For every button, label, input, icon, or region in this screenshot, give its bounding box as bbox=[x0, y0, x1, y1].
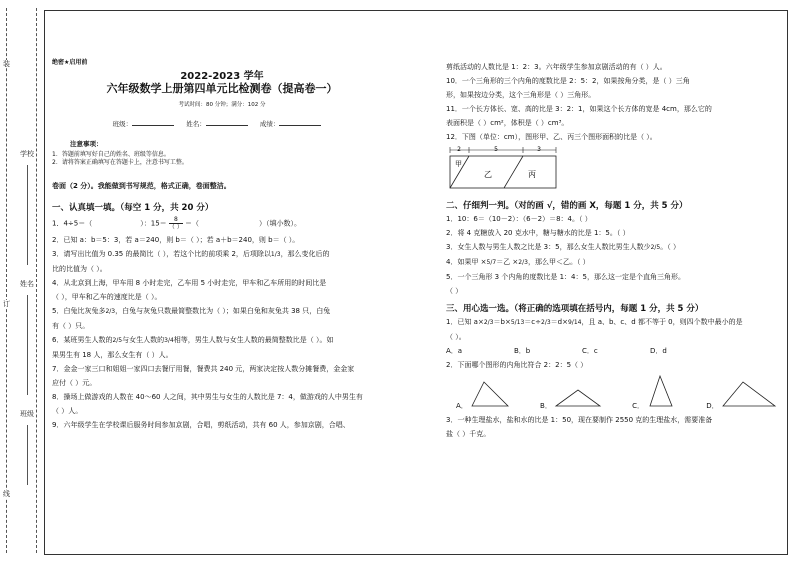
name-field[interactable] bbox=[18, 295, 28, 395]
school-field[interactable] bbox=[18, 165, 28, 265]
student-info bbox=[52, 119, 392, 129]
dim-label-1: 2 bbox=[457, 146, 461, 153]
question-3-cont: 比的比值为（ ）。 bbox=[52, 265, 107, 273]
binding-dashed-line bbox=[6, 8, 7, 553]
option-d[interactable]: D．d bbox=[650, 347, 667, 355]
option-b[interactable]: B．b bbox=[514, 347, 531, 355]
question-4: 4．从北京到上海，甲车用 8 小时走完，乙车用 5 小时走完，甲车和乙车所用的时间比是 bbox=[52, 279, 327, 287]
question-11-cont: 表面积是（ ）cm²，体积是（ ）cm³。 bbox=[446, 119, 569, 127]
option-a[interactable]: A． bbox=[456, 378, 510, 411]
question-10: 10．一个三角形的三个内角的度数比是 2：5：2，如果按角分类，是（ ）三角 bbox=[446, 77, 690, 85]
binding-mark: 装 bbox=[3, 60, 10, 68]
notice-item: 1．答题前填写好自己的姓名、班级等信息。 bbox=[52, 151, 170, 158]
name-field-label: 姓名： bbox=[186, 120, 206, 128]
judge-5-cont: （ ） bbox=[446, 287, 463, 295]
binding-strip bbox=[3, 0, 42, 561]
question-8: 8．操场上做游戏的人数在 40～60 人之间，其中男生与女生的人数比是 7：4，做游戏的人中男生有 bbox=[52, 393, 363, 401]
class-label: 班级 bbox=[20, 410, 34, 418]
neatness-note: 卷面（2 分）。我能做到书写规范，格式正确，卷面整洁。 bbox=[52, 182, 231, 190]
question-3: 3．请写出比值为 0.35 的最简比（ ），若这个比的前项乘 2，后项除以1/3，那么变化后的 bbox=[52, 250, 330, 258]
exam-year: 2022-2023 学年 bbox=[180, 71, 264, 82]
triangle-d-icon bbox=[721, 378, 777, 408]
exam-meta: 考试时间：80 分钟；满分：102 分 bbox=[178, 102, 266, 108]
dim-label-2: 5 bbox=[494, 146, 498, 153]
choice-2-options bbox=[456, 374, 782, 411]
judge-4: 4．如果甲 ×5/7＝乙 ×2/3，那么甲＜乙。（ ） bbox=[446, 258, 590, 266]
judge-3: 3．女生人数与男生人数之比是 3：5，那么女生人数比男生人数少2/5。（ ） bbox=[446, 243, 680, 251]
option-d[interactable]: D． bbox=[706, 378, 777, 411]
section-title: 二、仔细判一判。（对的画 √，错的画 X，每题 1 分，共 5 分） bbox=[446, 201, 688, 211]
class-field[interactable] bbox=[18, 425, 28, 485]
school-label: 学校 bbox=[20, 150, 34, 158]
question-10-cont: 形，如果按边分类，这个三角形是（ ）三角形。 bbox=[446, 91, 596, 99]
triangle-b-icon bbox=[554, 378, 602, 408]
secret-label: 绝密★启用前 bbox=[52, 59, 88, 66]
question-8-cont: （ ）人。 bbox=[52, 407, 83, 415]
option-a[interactable]: A．a bbox=[446, 347, 463, 355]
option-c[interactable]: C． bbox=[632, 374, 676, 411]
region-yi: 乙 bbox=[484, 170, 492, 179]
question-11: 11．一个长方体长、宽、高的比是 3：2：1，如果这个长方体的宽是 4cm，那么它的 bbox=[446, 105, 712, 113]
choice-3: 3．一种生理盐水，盐和水的比是 1：50，现在要制作 2550 克的生理盐水，需要准备 bbox=[446, 416, 713, 424]
choice-3-cont: 盐（ ）千克。 bbox=[446, 430, 491, 438]
question-6: 6．某班男生人数的2/5与女生人数的3/4相等，男生人数与女生人数的最简整数比是（ ）。如 bbox=[52, 336, 334, 344]
judge-2: 2．将 4 克糖放入 20 克水中，糖与糖水的比是 1：5。（ ） bbox=[446, 229, 630, 237]
question-5: 5．白兔比灰兔多2/3，白兔与灰兔只数最简整数比为（ ）；如果白兔和灰兔共 38 只，白兔 bbox=[52, 307, 331, 315]
figure-divider bbox=[504, 156, 523, 188]
fraction: 8 （ ） bbox=[168, 216, 183, 231]
triangle-a-icon bbox=[470, 378, 510, 408]
region-bing: 丙 bbox=[528, 170, 536, 179]
score-field-label: 成绩： bbox=[259, 120, 280, 128]
option-c[interactable]: C．c bbox=[582, 347, 598, 355]
question-7: 7．金金一家三口和姐姐一家四口去餐厅用餐，餐费共 240 元，两家决定按人数分摊餐费，金金家 bbox=[52, 365, 355, 373]
question-7-cont: 应付（ ）元。 bbox=[52, 379, 97, 387]
area-figure bbox=[448, 146, 558, 192]
question-12: 12．下图（单位：cm），图形甲、乙、丙三个图形面积的比是（ ）。 bbox=[446, 133, 657, 141]
binding-mark: 线 bbox=[3, 490, 10, 498]
question-5-cont: 有（ ）只。 bbox=[52, 322, 90, 330]
question-1: 1．4÷5＝（ ）：15＝ 8 （ ） ＝（ ）（填小数）。 bbox=[52, 216, 302, 231]
option-b[interactable]: B． bbox=[540, 378, 602, 411]
page-title: 六年级数学上册第四单元比检测卷（提高卷一） bbox=[106, 82, 338, 95]
question-9: 9．六年级学生在学校课后服务时间参加京剧，合唱，剪纸活动，共有 60 人，参加京剧，合唱、 bbox=[52, 421, 350, 429]
notice-item: 2．请将答案正确填写在答题卡上，注意书写工整。 bbox=[52, 159, 188, 166]
question-4-cont: （ ），甲车和乙车的速度比是（ ）。 bbox=[52, 293, 162, 301]
question-2: 2．已知 a：b＝5：3，若 a＝240，则 b＝（ ）；若 a＋b＝240，则 b＝（ ）。 bbox=[52, 236, 300, 244]
binding-mark: 订 bbox=[3, 300, 10, 308]
name-label: 姓名 bbox=[20, 280, 34, 288]
class-field-label: 班级： bbox=[112, 120, 133, 128]
triangle-c-icon bbox=[646, 374, 676, 408]
choice-1-cont: （ ）。 bbox=[446, 333, 466, 341]
section-title: 一、认真填一填。（每空 1 分，共 20 分） bbox=[52, 203, 214, 213]
binding-dashed-line bbox=[36, 8, 37, 553]
question-6-cont: 果男生有 18 人，那么女生有（ ）人。 bbox=[52, 351, 173, 359]
section-title: 三、用心选一选。（将正确的选项填在括号内，每题 1 分，共 5 分） bbox=[446, 304, 704, 314]
judge-1: 1．10：6＝（10－2）：（6－2）＝8：4。（ ） bbox=[446, 215, 592, 223]
region-jia: 甲 bbox=[455, 160, 462, 168]
dim-label-3: 3 bbox=[537, 146, 541, 153]
name-input[interactable] bbox=[206, 125, 248, 126]
score-input[interactable] bbox=[279, 125, 321, 126]
choice-1-options bbox=[446, 346, 782, 356]
notice-title: 注意事项： bbox=[70, 140, 103, 148]
question-9-cont: 剪纸活动的人数比是 1：2：3。六年级学生参加京剧活动的有（ ）人。 bbox=[446, 63, 667, 71]
choice-2: 2．下面哪个图形的内角比符合 2：2：5（ ） bbox=[446, 361, 588, 369]
judge-5: 5．一个三角形 3 个内角的度数比是 1：4：5，那么这一定是个直角三角形。 bbox=[446, 273, 685, 281]
choice-1: 1．已知 a×2/3＝b×5/13＝c÷2/3＝d×9/14，且 a、b、c、d 都不等于 0，则四个数中最小的是 bbox=[446, 318, 743, 326]
right-column bbox=[446, 62, 782, 443]
left-column bbox=[52, 58, 392, 434]
class-input[interactable] bbox=[132, 125, 174, 126]
